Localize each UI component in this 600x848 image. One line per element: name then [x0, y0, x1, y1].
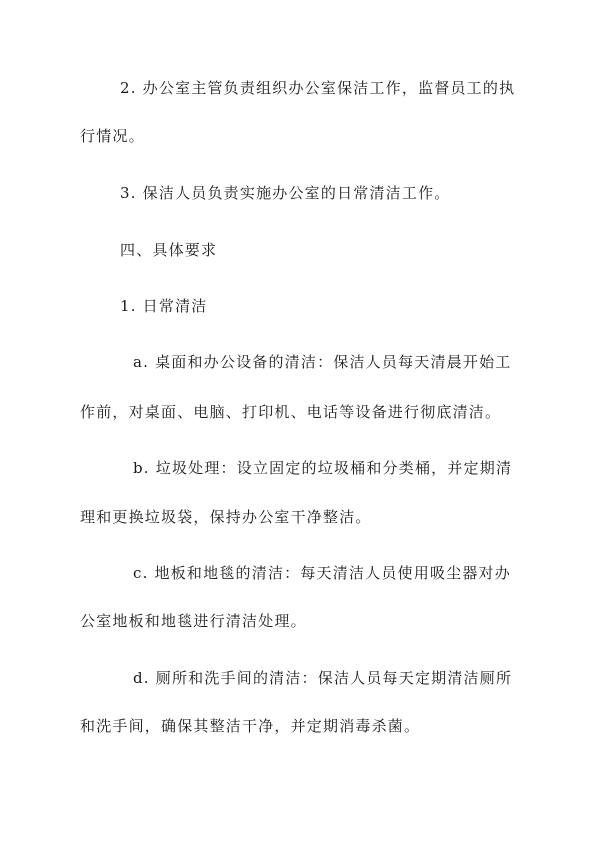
section-heading-4: 四、具体要求	[120, 241, 218, 259]
item-a-line-1: a. 桌面和办公设备的清洁：保洁人员每天清晨开始工	[133, 353, 512, 371]
paragraph-2-line-1: 2. 办公室主管负责组织办公室保洁工作，监督员工的执	[120, 79, 516, 97]
paragraph-2-line-2: 行情况。	[80, 127, 145, 145]
item-b-line-2: 理和更换垃圾袋，保持办公室干净整洁。	[80, 508, 372, 526]
subsection-heading-1: 1. 日常清洁	[120, 297, 208, 315]
item-d-line-2: 和洗手间，确保其整洁干净，并定期消毒杀菌。	[80, 717, 421, 735]
item-b-line-1: b. 垃圾处理：设立固定的垃圾桶和分类桶，并定期清	[133, 459, 513, 477]
item-d-line-1: d. 厕所和洗手间的清洁：保洁人员每天定期清洁厕所	[133, 669, 513, 687]
item-c-line-2: 公室地板和地毯进行清洁处理。	[80, 612, 307, 630]
item-a-line-2: 作前，对桌面、电脑、打印机、电话等设备进行彻底清洁。	[80, 403, 502, 421]
paragraph-3: 3. 保洁人员负责实施办公室的日常清洁工作。	[120, 184, 451, 202]
item-c-line-1: c. 地板和地毯的清洁：每天清洁人员使用吸尘器对办	[133, 564, 511, 582]
